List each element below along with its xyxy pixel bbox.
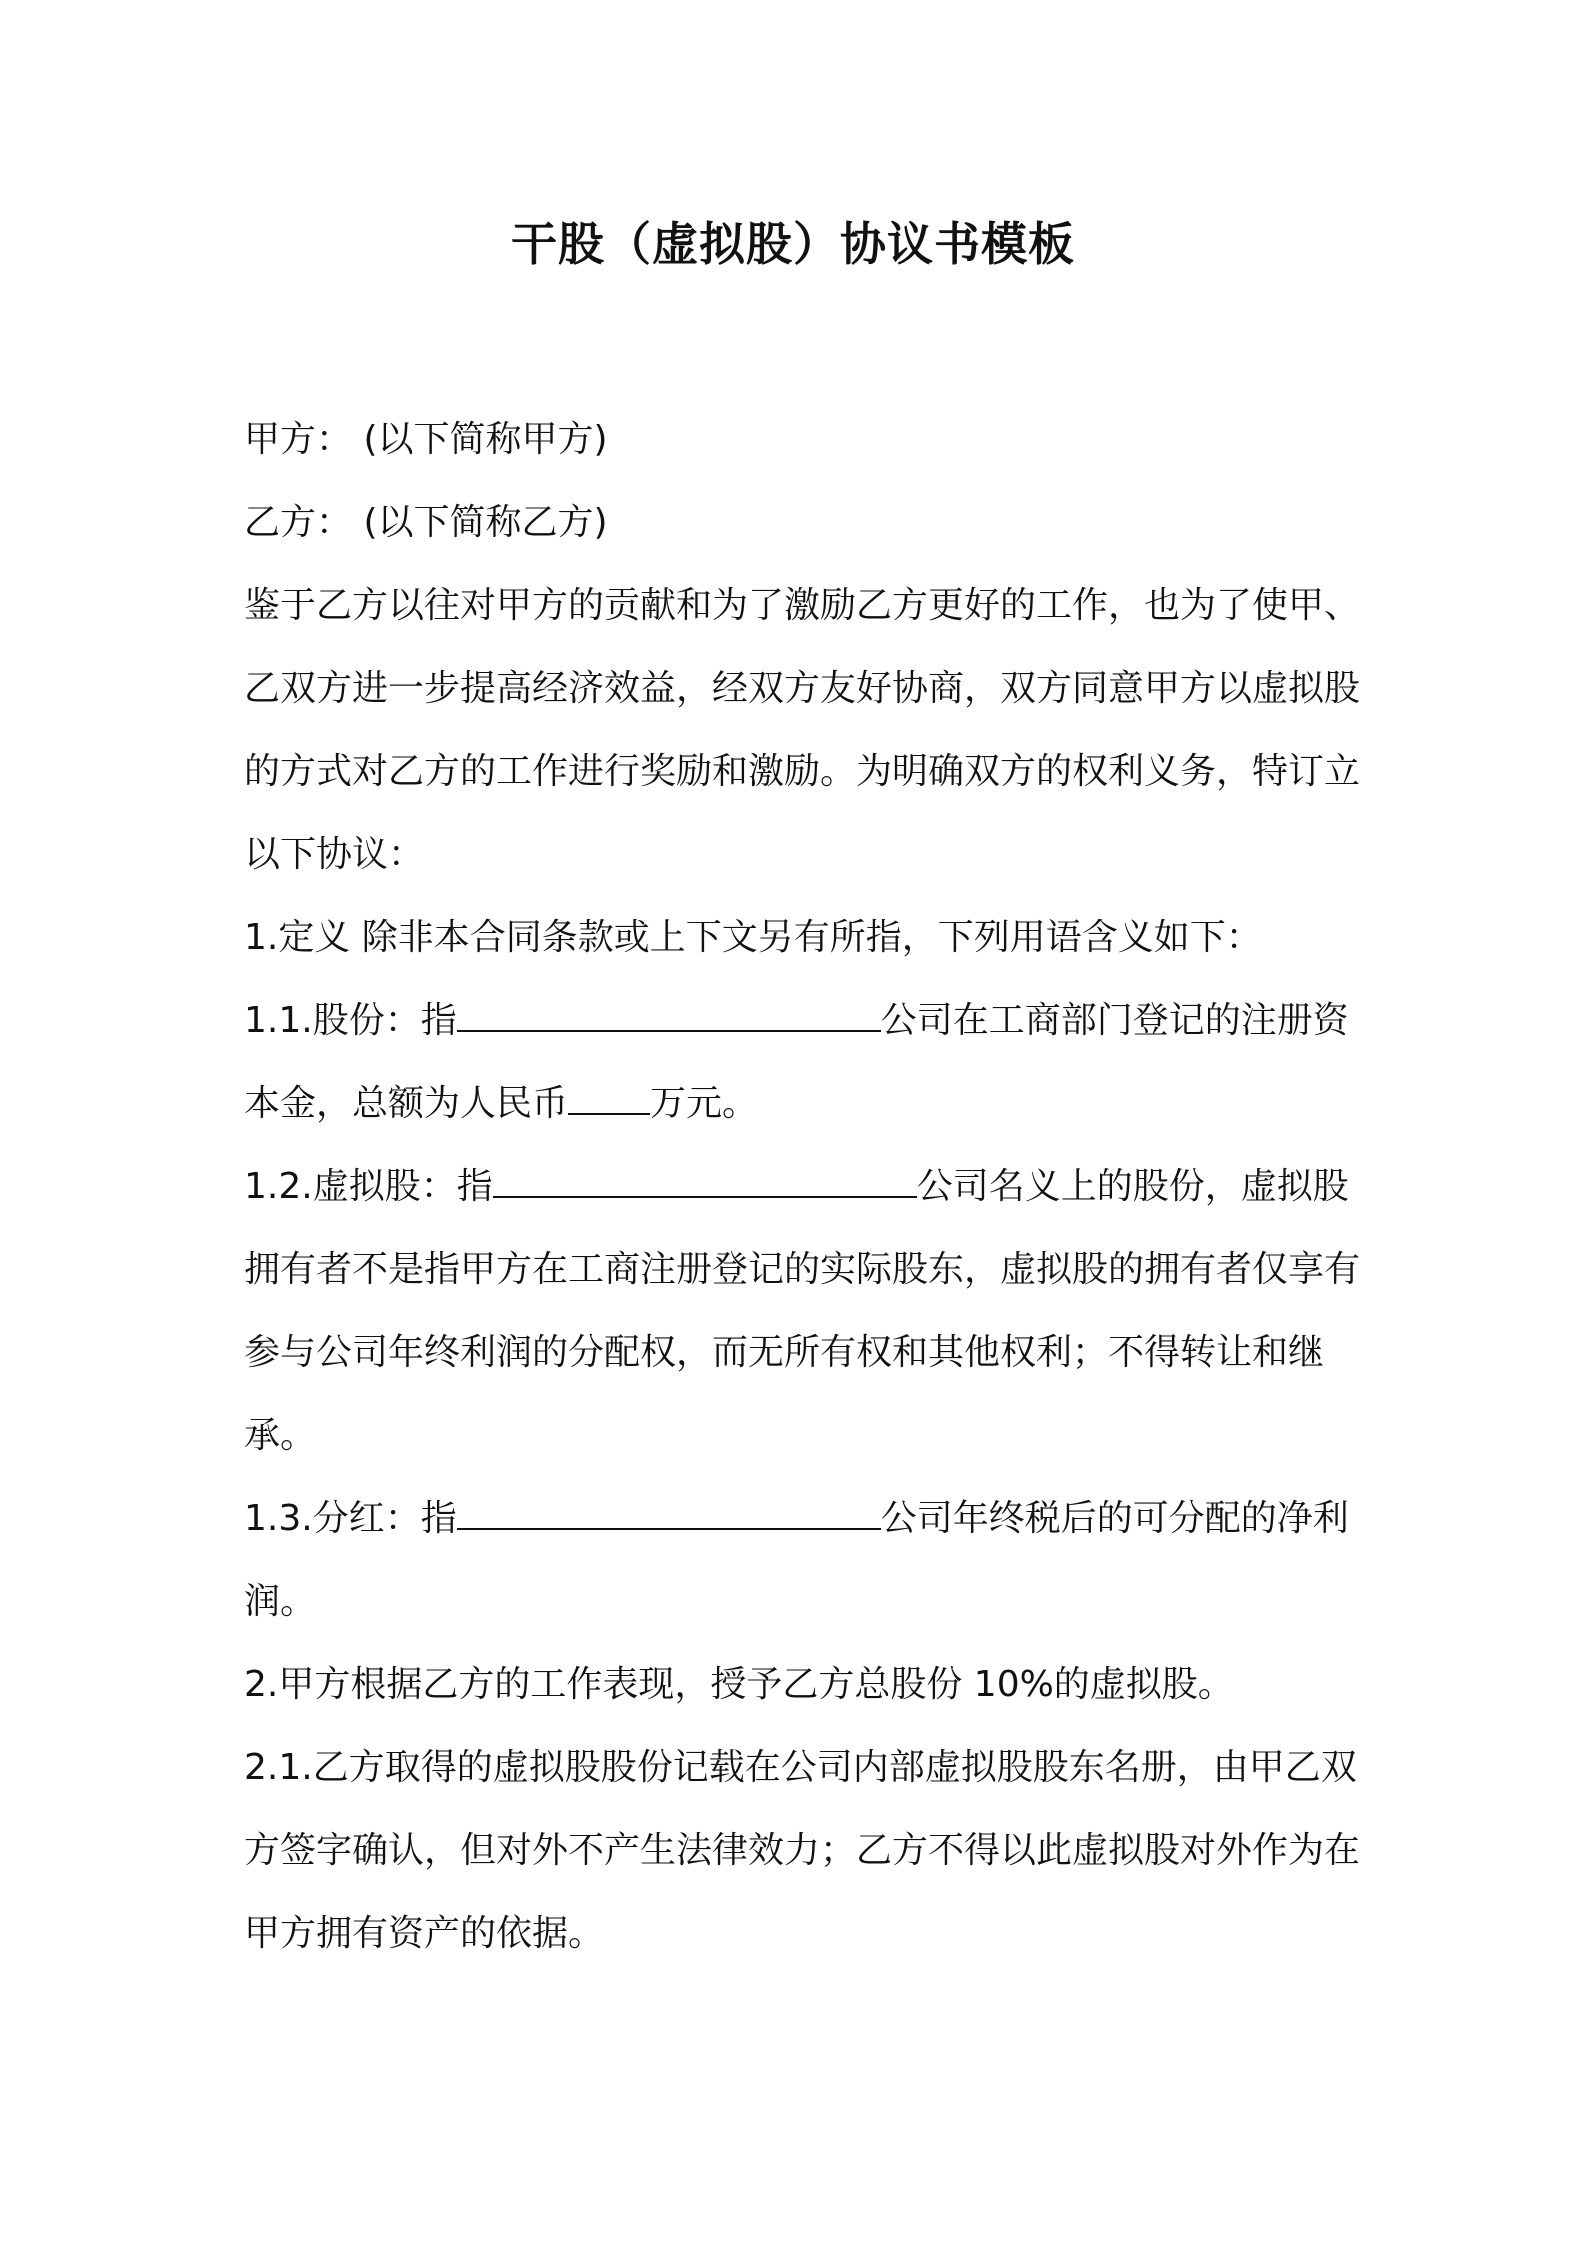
clause-1-1-mid: 公司在工商部门登记的注册资本金，总额为人民币 (244, 1000, 1349, 1124)
document-title: 干股（虚拟股）协议书模板 (511, 217, 1075, 271)
preamble-paragraph: 鉴于乙方以往对甲方的贡献和为了激励乙方更好的工作，也为了使甲、乙双方进一步提高经济效益，经双方友好协商，双方同意甲方以虚拟股的方式对乙方的工作进行奖励和激励。为明确双方的权利义务，特订立以下协议： (244, 585, 1361, 875)
clause-1-1 (244, 979, 1364, 1145)
clause-1-1-prefix: 1.1.股份：指 (244, 1000, 457, 1041)
clause-1-3-prefix: 1.3.分红：指 (244, 1498, 457, 1539)
clause-1-2-suffix: 公司名义上的股份，虚拟股拥有者不是指甲方在工商注册登记的实际股东，虚拟股的拥有者仅享有参与公司年终利润的分配权，而无所有权和其他权利；不得转让和继承。 (244, 1166, 1361, 1456)
company-name-blank (493, 1158, 917, 1198)
amount-blank (568, 1075, 650, 1115)
party-a-line: 甲方： (以下简称甲方) (244, 419, 608, 460)
clause-1-3 (244, 1477, 1364, 1643)
clause-2: 2.甲方根据乙方的工作表现，授予乙方总股份 10%的虚拟股。 (244, 1664, 1234, 1705)
clause-2-1: 2.1.乙方取得的虚拟股股份记载在公司内部虚拟股股东名册，由甲乙双方签字确认，但对外不产生法律效力；乙方不得以此虚拟股对外作为在甲方拥有资产的依据。 (244, 1747, 1361, 1954)
clause-1: 1.定义 除非本合同条款或上下文另有所指，下列用语含义如下： (244, 917, 1262, 958)
party-b-line: 乙方： (以下简称乙方) (244, 502, 608, 543)
clause-1-3-suffix: 公司年终税后的可分配的净利润。 (244, 1498, 1349, 1622)
company-name-blank (457, 992, 881, 1032)
document-body (244, 398, 1364, 1975)
clause-1-2 (244, 1145, 1364, 1477)
clause-1-2-prefix: 1.2.虚拟股：指 (244, 1166, 493, 1207)
company-name-blank (457, 1490, 881, 1530)
clause-1-1-suffix: 万元。 (650, 1083, 759, 1124)
